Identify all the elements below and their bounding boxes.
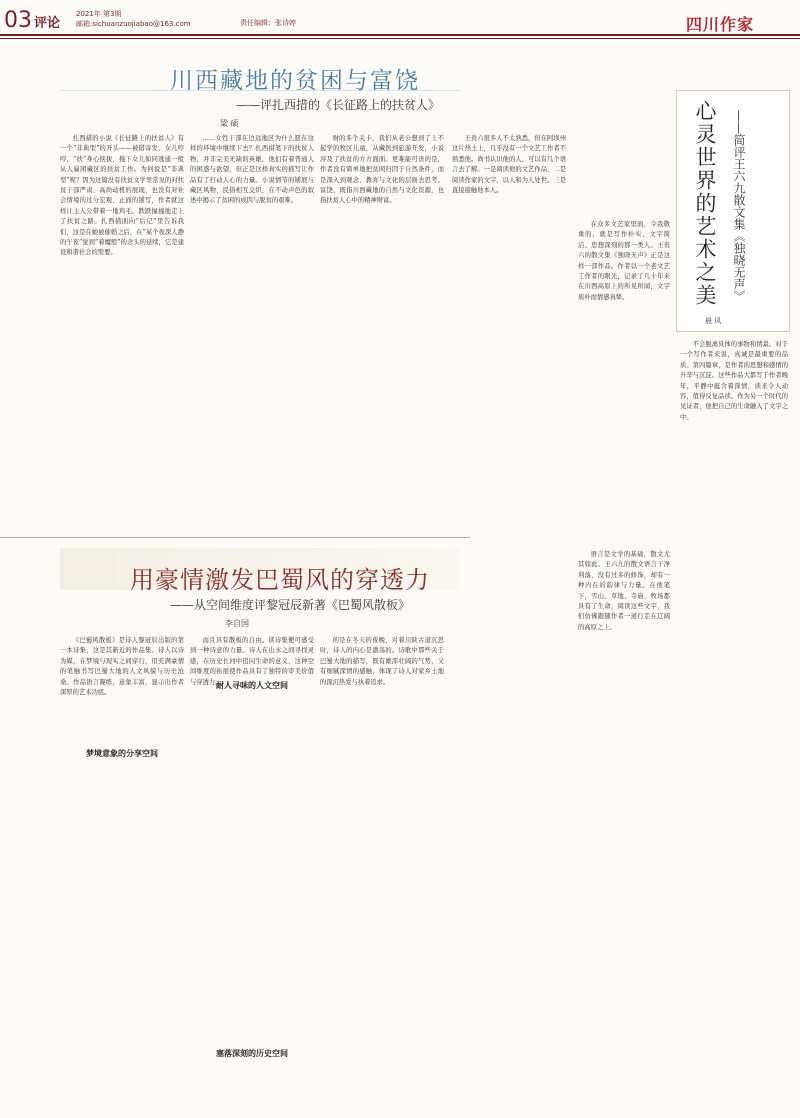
article1-column-3: 财的多个关卡，我们从老公想到了上不起学的牧区儿童，从藏医到旅游开发，小说涉及了扶贫的方方面面。更难能可贵的是，作者没有简单地把贫困归因于自然条件，而是深入到观念、教育与文化的层面去思考。富饶，既指川西藏地的自然与文化资源，也指扶贫人心中的精神财富。: [320, 135, 444, 205]
article2-column-1: 《巴蜀风散板》是诗人黎冠辰出版的第一本诗集，这是其新近的作品集。诗人以诗为媒，在梦境与现实之间穿行，用充满豪情的笔触书写巴蜀大地的人文风貌与历史沧桑。作品语言凝练，意象丰富，显示出作者深厚的艺术功底。: [60, 637, 184, 697]
issue-date: 2021年 第3期: [76, 10, 122, 18]
page-number: 03: [4, 8, 32, 33]
article1-author: 梁 硕: [220, 119, 239, 128]
article2-heading-2: 耐人寻味的人文空间: [216, 680, 288, 690]
review-column-3: 不会脱离具体的事物和情景。对于一个写作者来说，真诚是最重要的品质。第四篇章，是作者的思想和感情的升华与沉淀。这些作品大都写于作者晚年，平静中蕴含着深情，读来令人动容，值得反复品读。作为另一个时代的见证者，他把自己的生命融入了文字之中。: [680, 341, 788, 421]
review-author: 晨 风: [705, 317, 722, 325]
article2-author: 李自国: [225, 619, 249, 628]
article2-column-3: 的是在冬天的夜晚，对着川陕古道沉思时，诗人的内心是激荡的。诗歌中那些关于巴蜀大地的描写，既有雄浑壮阔的气势，又有细腻深情的感触，体现了诗人对家乡土地的深沉热爱与执着追求。: [320, 637, 444, 686]
review-column-1: 在众多文艺家里面，令我敬重的，就是写作朴实、文字简洁、思想深刻的那一类人。王贵六的散文集《独晓无声》正是这样一部作品。作者以一个老文艺工作者的眼光，记录了几十年来在川西高原上的所见所闻，文字质朴而情感真挚。: [578, 221, 670, 301]
article1-subtitle: ——评扎西措的《长征路上的扶贫人》: [235, 98, 440, 112]
section-divider: [0, 537, 470, 538]
article1-column-2: ……女性干部在边远地区为什么愿在这样的环境中继续下去？扎西措笔下的扶贫人物，并非完美无缺的英雄，他们有着普通人的困惑与欲望，但正是这样真实的描写让作品有了打动人心的力量。小说情节的铺展与藏区风物、民俗相互交织，在不动声色的叙述中揭示了贫困的成因与脱贫的艰难。: [190, 135, 314, 205]
review-column-2: 语言是文学的基础，散文尤其如此。王六九的散文语言干净利落，没有过多的修饰，却有一种内在的韵律与力量。在他笔下，雪山、草地、寺庙、牧场都具有了生命，阅读这些文字，我们仿佛跟随作者一道行走在辽阔的高原之上。: [578, 551, 670, 631]
article2-column-2: 而且具有散板的自由。读诗集便可感受到一种诗意的力量。诗人在山水之间寻找灵感，在历史长河中追问生命的意义，这种空间维度的拓展使作品具有了独特的审美价值与穿透力。: [190, 637, 314, 686]
newspaper-brand: 四川作家: [685, 15, 754, 34]
article2-title: 用豪情激发巴蜀风的穿透力: [130, 566, 430, 594]
section-name: 评论: [34, 16, 61, 31]
article2-subtitle: ——从空间维度评黎冠辰新著《巴蜀风散板》: [169, 598, 410, 612]
email: 邮箱:sichuanzuojiabao@163.com: [76, 20, 191, 28]
review-subtitle: ——简评王六九散文集《独晓无声》: [732, 110, 746, 302]
page-header: [0, 0, 800, 56]
header-rule-thin: [0, 38, 800, 39]
article2-heading-1: 梦境意象的分享空间: [86, 748, 158, 758]
article1-title: 川西藏地的贫困与富饶: [170, 68, 420, 94]
article1-column-1: 扎西措的小说《长征路上的扶贫人》有一个“非典型”的开头——被错寄发，女儿哼哼，“扶”身心挟拔，拖下女儿如同逃通一般从人扁困藏区的扶贫工作。为何说是“非典型”呢？因为这篇没有扶贫文学里常见的对扶贫干部严肃、高尚动机的展现，也没有对社会情境的过分宏观、正面的铺写，作者就这样让主人公带着一地鸡毛，跌跌撞撞地走上了扶贫之路。扎西措面向“后记”里告诉我们，这是在她被催婚之后，在“某个夜深人静的午夜”觉到“着魔般”的念头的延续，它是建设和谐社会的需要。: [60, 135, 184, 257]
issue-info: [76, 9, 191, 29]
header-rule: [0, 34, 800, 36]
article2-heading-3: 塞落深刻的历史空间: [216, 1048, 288, 1058]
editor-credit: 责任编辑：张诗婷: [240, 19, 296, 27]
article1-column-4: 王贵六很多人不太熟悉，但在阿坝州这片热土上，几乎没有一个文艺工作者不熟悉他。尚书认识他的人，可以有几个语言去了解。一是阅读他的文艺作品，二是阅读作家的文字，以人和为人处世。三是直接接触他本人。: [452, 135, 566, 195]
review-title: 心灵世界的艺术之美: [693, 100, 717, 307]
